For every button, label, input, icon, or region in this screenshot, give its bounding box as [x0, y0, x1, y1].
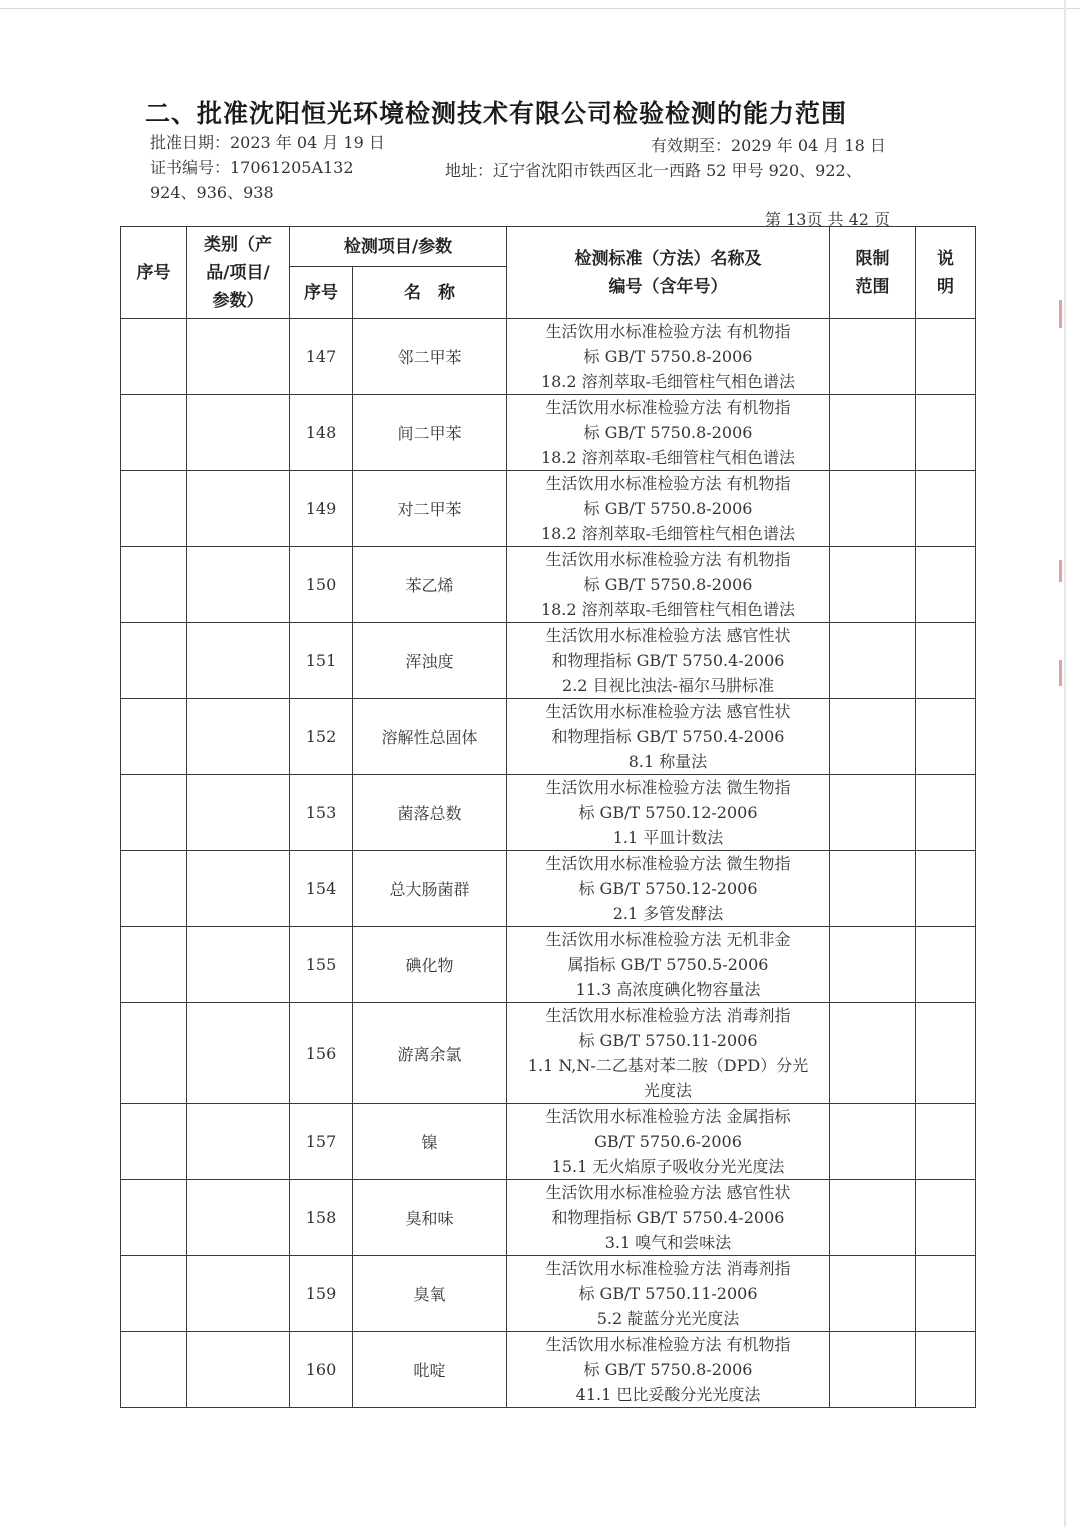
standard-line: 标 GB/T 5750.12-2006 — [578, 803, 758, 822]
table-row — [121, 927, 976, 1003]
table-row — [121, 1180, 976, 1256]
standard-line: 2.1 多管发酵法 — [612, 904, 724, 923]
standard-line: 1.1 平皿计数法 — [612, 828, 724, 847]
cell-category — [187, 927, 290, 1003]
cell-limit — [830, 775, 916, 851]
seal-fragment — [1059, 300, 1062, 328]
col-header-item-name: 名 称 — [353, 267, 507, 319]
cell-item-number: 159 — [290, 1256, 353, 1332]
standard-line: 18.2 溶剂萃取-毛细管柱气相色谱法 — [540, 448, 796, 467]
standard-line: 标 GB/T 5750.8-2006 — [583, 347, 753, 366]
cell-item-name: 溶解性总固体 — [353, 699, 507, 775]
standard-line: 2.2 目视比浊法-福尔马肼标准 — [562, 676, 774, 695]
cell-item-name: 苯乙烯 — [353, 547, 507, 623]
cell-seq — [121, 699, 187, 775]
cell-item-name: 间二甲苯 — [353, 395, 507, 471]
standard-line: 18.2 溶剂萃取-毛细管柱气相色谱法 — [540, 372, 796, 391]
col-header-category — [187, 227, 290, 319]
page-title: 二、批准沈阳恒光环境检测技术有限公司检验检测的能力范围 — [145, 99, 848, 128]
col-header-category-line: 品/项目/ — [206, 262, 270, 283]
col-header-note-line: 说 — [937, 248, 954, 269]
cell-note — [916, 1104, 976, 1180]
table-row — [121, 319, 976, 395]
cell-item-name: 对二甲苯 — [353, 471, 507, 547]
standard-line: 生活饮用水标准检验方法 感官性状 — [545, 626, 791, 645]
cell-item-name: 镍 — [353, 1104, 507, 1180]
col-header-category-line: 类别（产 — [204, 234, 272, 255]
cell-limit — [830, 1256, 916, 1332]
cell-limit — [830, 1104, 916, 1180]
cell-limit — [830, 699, 916, 775]
standard-line: 生活饮用水标准检验方法 感官性状 — [545, 1183, 791, 1202]
cell-seq — [121, 471, 187, 547]
cell-category — [187, 1332, 290, 1408]
table-row — [121, 1104, 976, 1180]
cell-item-name: 碘化物 — [353, 927, 507, 1003]
cell-limit — [830, 623, 916, 699]
cell-note — [916, 623, 976, 699]
cell-note — [916, 1180, 976, 1256]
cell-note — [916, 319, 976, 395]
cell-item-number: 154 — [290, 851, 353, 927]
cell-limit — [830, 471, 916, 547]
standard-line: 生活饮用水标准检验方法 有机物指 — [545, 398, 791, 417]
cell-seq — [121, 395, 187, 471]
cell-seq — [121, 775, 187, 851]
table-body — [121, 319, 976, 1408]
col-header-limit-line: 范围 — [855, 276, 890, 297]
cell-standard — [507, 851, 830, 927]
cell-seq — [121, 851, 187, 927]
standard-line: 15.1 无火焰原子吸收分光光度法 — [551, 1157, 785, 1176]
valid-until: 有效期至：2029 年 04 月 18 日 — [651, 136, 886, 155]
cell-item-name: 总大肠菌群 — [353, 851, 507, 927]
cell-item-name: 游离余氯 — [353, 1003, 507, 1104]
standard-line: 标 GB/T 5750.11-2006 — [578, 1284, 758, 1303]
table-row — [121, 471, 976, 547]
standard-line: 和物理指标 GB/T 5750.4-2006 — [551, 1208, 785, 1227]
scan-edge-line — [0, 8, 1080, 9]
cell-category — [187, 319, 290, 395]
cell-item-number: 150 — [290, 547, 353, 623]
cell-limit — [830, 547, 916, 623]
col-header-limit-line: 限制 — [855, 248, 890, 269]
cell-item-number: 151 — [290, 623, 353, 699]
standard-line: 生活饮用水标准检验方法 微生物指 — [545, 854, 791, 873]
cell-standard — [507, 775, 830, 851]
col-header-item-group: 检测项目/参数 — [290, 227, 507, 267]
cell-item-name: 臭和味 — [353, 1180, 507, 1256]
cell-limit — [830, 927, 916, 1003]
cell-item-name: 菌落总数 — [353, 775, 507, 851]
cell-seq — [121, 1332, 187, 1408]
cell-item-number: 152 — [290, 699, 353, 775]
cell-seq — [121, 1256, 187, 1332]
cell-limit — [830, 1180, 916, 1256]
cell-category — [187, 395, 290, 471]
table-row — [121, 775, 976, 851]
standard-line: 生活饮用水标准检验方法 感官性状 — [545, 702, 791, 721]
cell-item-number: 155 — [290, 927, 353, 1003]
cell-note — [916, 471, 976, 547]
standard-line: 和物理指标 GB/T 5750.4-2006 — [551, 727, 785, 746]
table-row — [121, 395, 976, 471]
cell-note — [916, 1256, 976, 1332]
standard-line: 生活饮用水标准检验方法 无机非金 — [545, 930, 791, 949]
cell-seq — [121, 927, 187, 1003]
cell-item-name: 浑浊度 — [353, 623, 507, 699]
standard-line: 1.1 N,N-二乙基对苯二胺（DPD）分光 — [527, 1056, 809, 1075]
standard-line: 生活饮用水标准检验方法 有机物指 — [545, 322, 791, 341]
cell-category — [187, 471, 290, 547]
cell-note — [916, 851, 976, 927]
cell-standard — [507, 1104, 830, 1180]
standard-line: 41.1 巴比妥酸分光光度法 — [575, 1385, 761, 1404]
table-row — [121, 547, 976, 623]
cell-seq — [121, 319, 187, 395]
cell-standard — [507, 623, 830, 699]
cell-standard — [507, 1332, 830, 1408]
cell-item-number: 158 — [290, 1180, 353, 1256]
cell-seq — [121, 1104, 187, 1180]
standard-line: 生活饮用水标准检验方法 消毒剂指 — [545, 1006, 791, 1025]
cell-item-number: 153 — [290, 775, 353, 851]
cell-note — [916, 547, 976, 623]
table-row — [121, 1332, 976, 1408]
cell-limit — [830, 851, 916, 927]
cell-standard — [507, 927, 830, 1003]
standard-line: 标 GB/T 5750.8-2006 — [583, 575, 753, 594]
col-header-standard-line: 检测标准（方法）名称及 — [574, 248, 762, 269]
cell-category — [187, 623, 290, 699]
cell-item-name: 臭氧 — [353, 1256, 507, 1332]
standard-line: 和物理指标 GB/T 5750.4-2006 — [551, 651, 785, 670]
approval-date: 批准日期：2023 年 04 月 19 日 — [150, 133, 385, 152]
standard-line: 标 GB/T 5750.8-2006 — [583, 1360, 753, 1379]
cell-category — [187, 547, 290, 623]
capability-table — [120, 226, 976, 1408]
cell-note — [916, 395, 976, 471]
cell-limit — [830, 1332, 916, 1408]
standard-line: 标 GB/T 5750.8-2006 — [583, 423, 753, 442]
cell-limit — [830, 1003, 916, 1104]
cell-item-name: 吡啶 — [353, 1332, 507, 1408]
scan-edge-shadow — [1064, 0, 1066, 1527]
cell-category — [187, 699, 290, 775]
cell-item-number: 156 — [290, 1003, 353, 1104]
cell-standard — [507, 1180, 830, 1256]
cell-standard — [507, 1003, 830, 1104]
standard-line: 标 GB/T 5750.12-2006 — [578, 879, 758, 898]
standard-line: GB/T 5750.6-2006 — [594, 1132, 742, 1151]
col-header-item-seq: 序号 — [290, 267, 353, 319]
cell-note — [916, 927, 976, 1003]
page-info: 第 13页 共 42 页 — [765, 210, 891, 229]
standard-line: 光度法 — [643, 1081, 692, 1100]
cell-item-number: 160 — [290, 1332, 353, 1408]
col-header-standard-line: 编号（含年号） — [608, 276, 728, 297]
cell-standard — [507, 395, 830, 471]
standard-line: 18.2 溶剂萃取-毛细管柱气相色谱法 — [540, 524, 796, 543]
col-header-standard — [507, 227, 830, 319]
cell-standard — [507, 699, 830, 775]
col-header-limit — [830, 227, 916, 319]
cell-note — [916, 699, 976, 775]
col-header-seq: 序号 — [121, 227, 187, 319]
standard-line: 11.3 高浓度碘化物容量法 — [575, 980, 761, 999]
table-row — [121, 851, 976, 927]
standard-line: 生活饮用水标准检验方法 微生物指 — [545, 778, 791, 797]
col-header-note — [916, 227, 976, 319]
cell-note — [916, 775, 976, 851]
cell-category — [187, 775, 290, 851]
standard-line: 5.2 靛蓝分光光度法 — [596, 1309, 740, 1328]
standard-line: 生活饮用水标准检验方法 有机物指 — [545, 474, 791, 493]
cell-item-number: 157 — [290, 1104, 353, 1180]
cell-category — [187, 851, 290, 927]
standard-line: 8.1 称量法 — [628, 752, 708, 771]
standard-line: 生活饮用水标准检验方法 有机物指 — [545, 1335, 791, 1354]
standard-line: 标 GB/T 5750.11-2006 — [578, 1031, 758, 1050]
standard-line: 3.1 嗅气和尝味法 — [604, 1233, 732, 1252]
cell-category — [187, 1256, 290, 1332]
cell-note — [916, 1332, 976, 1408]
standard-line: 生活饮用水标准检验方法 消毒剂指 — [545, 1259, 791, 1278]
col-header-note-line: 明 — [937, 276, 954, 297]
cell-item-number: 149 — [290, 471, 353, 547]
cell-seq — [121, 1003, 187, 1104]
cell-seq — [121, 1180, 187, 1256]
cell-standard — [507, 547, 830, 623]
cell-item-name: 邻二甲苯 — [353, 319, 507, 395]
cell-seq — [121, 547, 187, 623]
standard-line: 属指标 GB/T 5750.5-2006 — [567, 955, 769, 974]
cell-standard — [507, 319, 830, 395]
table-row — [121, 1256, 976, 1332]
seal-fragment — [1059, 660, 1062, 686]
cell-standard — [507, 471, 830, 547]
seal-fragment — [1059, 560, 1062, 582]
cell-seq — [121, 623, 187, 699]
standard-line: 18.2 溶剂萃取-毛细管柱气相色谱法 — [540, 600, 796, 619]
address-line-2: 924、936、938 — [150, 183, 274, 202]
cell-category — [187, 1180, 290, 1256]
cell-item-number: 147 — [290, 319, 353, 395]
standard-line: 生活饮用水标准检验方法 金属指标 — [545, 1107, 791, 1126]
cell-standard — [507, 1256, 830, 1332]
standard-line: 生活饮用水标准检验方法 有机物指 — [545, 550, 791, 569]
cell-limit — [830, 395, 916, 471]
cell-limit — [830, 319, 916, 395]
cell-category — [187, 1104, 290, 1180]
certificate-number: 证书编号：17061205A132 — [150, 158, 354, 177]
table-row — [121, 1003, 976, 1104]
col-header-category-line: 参数） — [212, 290, 264, 311]
table-row — [121, 623, 976, 699]
table-row — [121, 699, 976, 775]
cell-note — [916, 1003, 976, 1104]
standard-line: 标 GB/T 5750.8-2006 — [583, 499, 753, 518]
cell-category — [187, 1003, 290, 1104]
cell-item-number: 148 — [290, 395, 353, 471]
address-line-1: 地址：辽宁省沈阳市铁西区北一西路 52 甲号 920、922、 — [445, 161, 862, 180]
